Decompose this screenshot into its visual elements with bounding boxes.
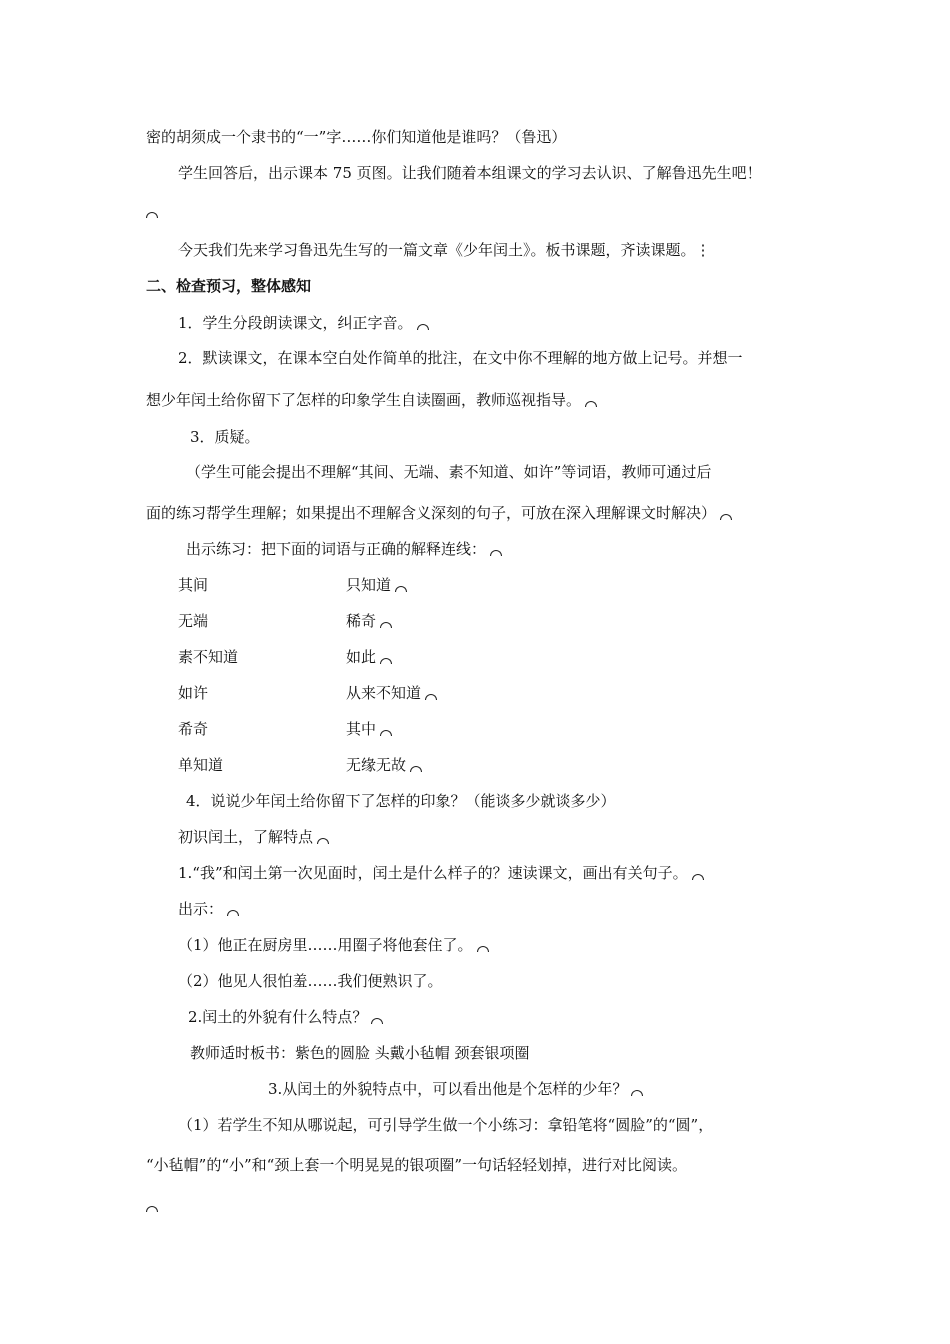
edit-mark <box>371 1018 383 1024</box>
text-line: （2）他见人很怕羞……我们便熟识了。 <box>178 972 443 990</box>
edit-mark <box>146 212 158 218</box>
edit-mark <box>692 874 704 880</box>
text-line: 3．质疑。 <box>190 428 260 446</box>
text-line: 2．默读课文，在课本空白处作简单的批注，在文中你不理解的地方做上记号。并想一 <box>178 349 743 367</box>
text-line: 密的胡须成一个隶书的“一”字……你们知道他是谁吗？（鲁迅） <box>146 128 567 146</box>
match-word: 单知道 <box>178 756 224 774</box>
edit-mark <box>631 1090 643 1096</box>
text-line: 初识闰土，了解特点 <box>178 827 329 847</box>
text-line: 学生回答后，出示课本 75 页图。让我们随着本组课文的学习去认识、了解鲁迅先生吧！ <box>178 164 762 182</box>
edit-mark <box>417 324 429 330</box>
match-meaning: 其中 <box>346 719 392 739</box>
text-line: 2.闰土的外貌有什么特点？ <box>188 1007 383 1027</box>
text-line: 3.从闰土的外貌特点中，可以看出他是个怎样的少年？ <box>268 1079 643 1099</box>
edit-mark <box>490 550 502 556</box>
match-meaning: 只知道 <box>346 575 407 595</box>
text-line: “小毡帽”的“小”和“颈上套一个明晃晃的银项圈”一句话轻轻划掉，进行对比阅读。 <box>146 1156 688 1174</box>
edit-mark <box>585 401 597 407</box>
text-line: 出示练习：把下面的词语与正确的解释连线： <box>186 539 502 559</box>
text-line: 1．学生分段朗读课文，纠正字音。 <box>178 313 429 333</box>
text-line: 想少年闰土给你留下了怎样的印象学生自读圈画，教师巡视指导。 <box>146 390 597 410</box>
edit-mark <box>227 910 239 916</box>
match-meaning: 从来不知道 <box>346 683 437 703</box>
text-line: 面的练习帮学生理解；如果提出不理解含义深刻的句子，可放在深入理解课文时解决） <box>146 503 732 523</box>
edit-mark <box>477 946 489 952</box>
match-word: 希奇 <box>178 720 209 738</box>
section-heading: 二、检查预习，整体感知 <box>146 277 312 295</box>
edit-mark <box>410 766 422 772</box>
edit-mark <box>380 622 392 628</box>
match-word: 无端 <box>178 612 209 630</box>
text-line: 4．说说少年闰土给你留下了怎样的印象？（能谈多少就谈多少） <box>186 792 616 810</box>
match-word: 其间 <box>178 576 209 594</box>
text-line: 教师适时板书：紫色的圆脸 头戴小毡帽 颈套银项圈 <box>190 1044 530 1062</box>
match-word: 如许 <box>178 684 209 702</box>
match-meaning: 无缘无故 <box>346 755 422 775</box>
edit-mark <box>380 658 392 664</box>
edit-mark <box>395 586 407 592</box>
text-line: 今天我们先来学习鲁迅先生写的一篇文章《少年闰土》。板书课题，齐读课题。⋮ <box>178 241 711 259</box>
text-line: （1）若学生不知从哪说起，可引导学生做一个小练习：拿铅笔将“圆脸”的“圆”， <box>178 1116 714 1134</box>
edit-mark <box>720 514 732 520</box>
match-meaning: 如此 <box>346 647 392 667</box>
edit-mark <box>317 838 329 844</box>
text-line: 1.“我”和闰土第一次见面时，闰土是什么样子的？速读课文，画出有关句子。 <box>178 863 704 883</box>
edit-mark <box>425 694 437 700</box>
text-line: （1）他正在厨房里……用圈子将他套住了。 <box>178 935 489 955</box>
match-meaning: 稀奇 <box>346 611 392 631</box>
edit-mark <box>146 1206 158 1212</box>
edit-mark <box>380 730 392 736</box>
text-line: 出示： <box>178 899 239 919</box>
text-line: （学生可能会提出不理解“其间、无端、素不知道、如许”等词语，教师可通过后 <box>186 463 712 481</box>
match-word: 素不知道 <box>178 648 239 666</box>
